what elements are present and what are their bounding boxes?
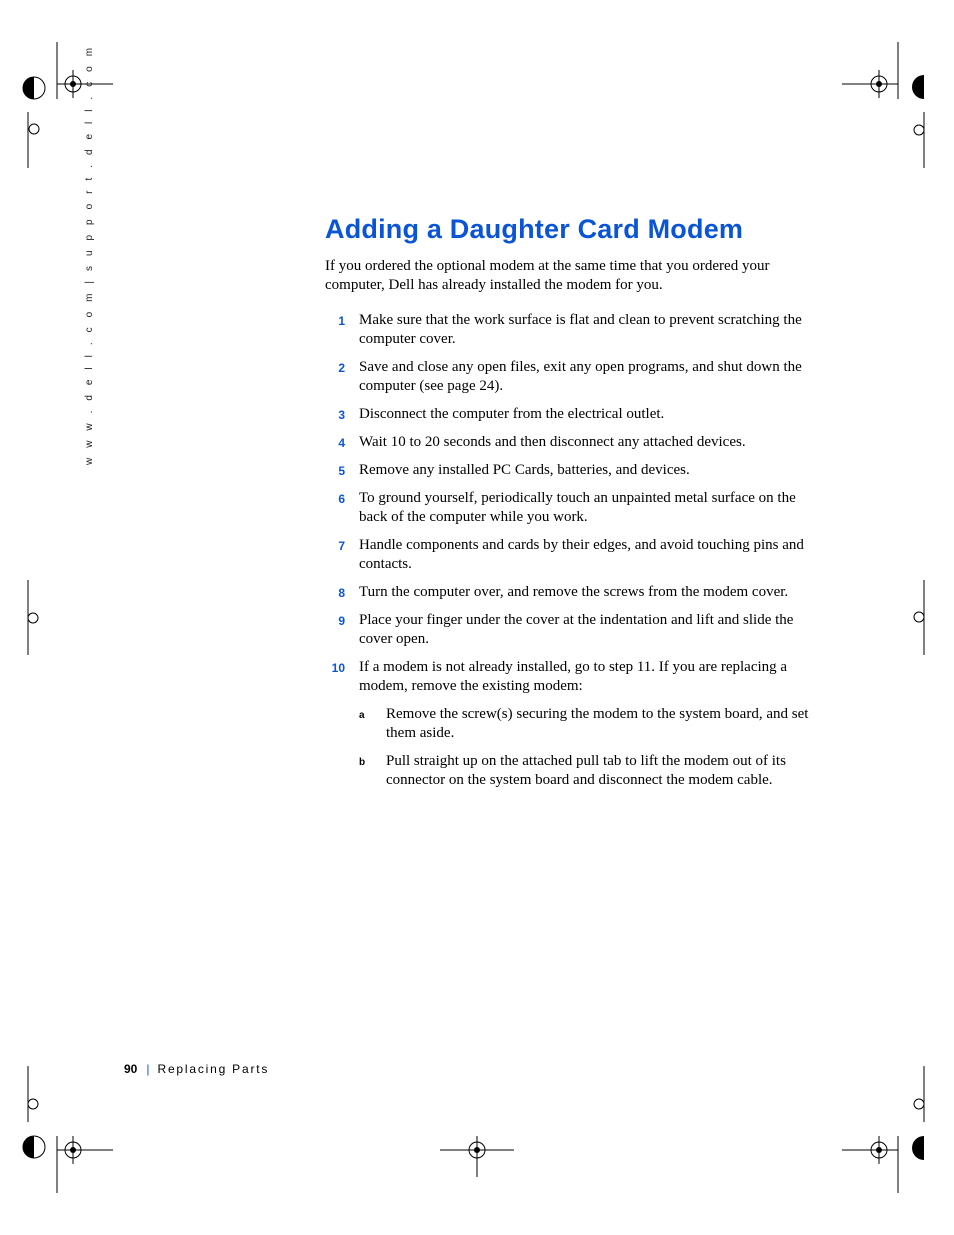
step-3 <box>325 405 815 424</box>
intro-paragraph: If you ordered the optional modem at the same time that you ordered your computer, Dell has already installed the modem for you. <box>325 258 770 293</box>
step-text: Handle components and cards by their edges, and avoid touching pins and contacts. <box>359 537 804 572</box>
step-7 <box>325 536 815 574</box>
step-number: 1 <box>338 314 345 328</box>
step-text: Save and close any open files, exit any open programs, and shut down the computer (see page 24). <box>359 359 802 394</box>
page-number: 90 <box>124 1062 138 1076</box>
procedure-steps <box>325 311 815 799</box>
step-number: 3 <box>338 408 345 422</box>
step-10 <box>325 658 815 790</box>
step-number: 10 <box>331 661 345 675</box>
step-5 <box>325 461 815 480</box>
step-number: 5 <box>338 464 345 478</box>
step-number: 4 <box>338 436 345 450</box>
substep-a <box>359 705 815 743</box>
sidebar-url-text: w w w . d e l l . c o m | s u p p o r t . d e l l . c o m <box>84 44 95 465</box>
substep-b <box>359 752 815 790</box>
substep-letter: a <box>359 710 365 721</box>
step-2 <box>325 358 815 396</box>
step-text: Make sure that the work surface is flat and clean to prevent scratching the computer cover. <box>359 312 802 347</box>
step-text: If a modem is not already installed, go to step 11. If you are replacing a modem, remove the existing modem: <box>359 659 788 694</box>
step-8 <box>325 583 815 602</box>
footer-separator: | <box>146 1062 150 1076</box>
step-number: 7 <box>338 539 345 553</box>
step-9 <box>325 611 815 649</box>
step-6 <box>325 489 815 527</box>
step-number: 2 <box>338 361 345 375</box>
step-text: To ground yourself, periodically touch an unpainted metal surface on the back of the computer while you work. <box>359 490 796 525</box>
step-number: 8 <box>338 586 345 600</box>
substeps <box>359 705 815 790</box>
substep-text: Pull straight up on the attached pull tab to lift the modem out of its connector on the system board and disconnect the modem cable. <box>386 753 786 788</box>
substep-letter: b <box>359 757 366 768</box>
step-text: Place your finger under the cover at the indentation and lift and slide the cover open. <box>359 612 794 647</box>
substep-text: Remove the screw(s) securing the modem to the system board, and set them aside. <box>386 706 809 741</box>
step-text: Remove any installed PC Cards, batteries, and devices. <box>359 462 690 478</box>
section-name: Replacing Parts <box>157 1062 270 1076</box>
page-title: Adding a Daughter Card Modem <box>325 214 744 244</box>
step-4 <box>325 433 815 452</box>
step-text: Wait 10 to 20 seconds and then disconnect any attached devices. <box>359 434 746 450</box>
step-number: 9 <box>338 614 345 628</box>
step-text: Disconnect the computer from the electrical outlet. <box>359 406 665 422</box>
step-text: Turn the computer over, and remove the screws from the modem cover. <box>359 584 789 600</box>
step-1 <box>325 311 815 349</box>
page-footer <box>124 1062 269 1076</box>
step-number: 6 <box>338 492 345 506</box>
